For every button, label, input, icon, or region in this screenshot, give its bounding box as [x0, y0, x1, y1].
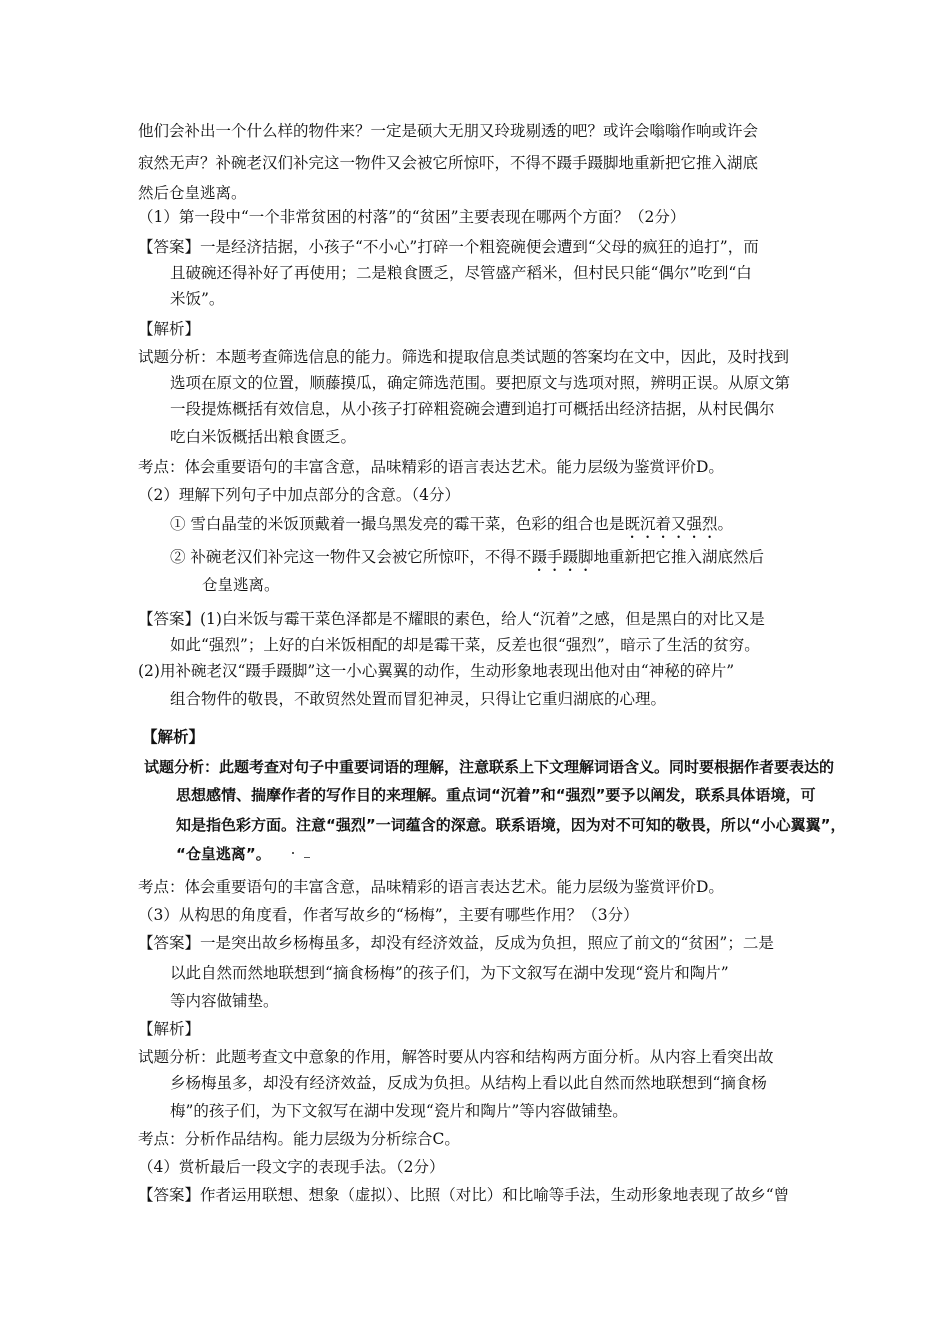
answer-line: 【答案】一是突出故乡杨梅虽多，却没有经济效益，反成为负担，照应了前文的“贫困”；二是 — [138, 934, 774, 952]
sentence-2-cont: 仓皇逃离。 — [202, 576, 280, 594]
analysis-line: 知是指色彩方面。注意“强烈”一词蕴含的深意。联系语境，因为对不可知的敬畏，所以“小心翼翼”， — [176, 816, 846, 834]
answer-line: 以此自然而然地联想到“摘食杨梅”的孩子们，为下文叙写在湖中发现“瓷片和陶片” — [170, 964, 729, 982]
analysis-line: 乡杨梅虽多，却没有经济效益，反成为负担。从结构上看以此自然而然地联想到“摘食杨 — [170, 1074, 767, 1092]
exam-point: 考点：体会重要语句的丰富含意，品味精彩的语言表达艺术。能力层级为鉴赏评价D。 — [138, 458, 724, 476]
analysis-line: “仓皇逃离”。 — [176, 845, 271, 863]
answer-line: 组合物件的敬畏，不敢贸然处置而冒犯神灵，只得让它重归湖底的心理。 — [170, 690, 667, 708]
analysis-line: 一段提炼概括有效信息，从小孩子打碎粗瓷碗会遭到追打可概括出经济拮据，从村民偶尔 — [170, 400, 775, 418]
dotted-phrase: 蹑手蹑脚 — [531, 548, 594, 566]
intro-line: 寂然无声？补碗老汉们补完这一物件又会被它所惊吓，不得不蹑手蹑脚地重新把它推入湖底 — [138, 154, 759, 172]
exam-point: 考点：体会重要语句的丰富含意，品味精彩的语言表达艺术。能力层级为鉴赏评价D。 — [138, 878, 724, 896]
answer-line: 等内容做铺垫。 — [170, 992, 279, 1010]
intro-line: 他们会补出一个什么样的物件来？一定是硕大无朋又玲珑剔透的吧？或许会嗡嗡作响或许会 — [138, 122, 759, 140]
analysis-line: 吃白米饭概括出粮食匮乏。 — [170, 428, 357, 446]
answer-line: 如此“强烈”；上好的白米饭相配的却是霉干菜，反差也很“强烈”，暗示了生活的贫穷。 — [170, 636, 760, 654]
answer-line: 【答案】作者运用联想、想象（虚拟）、比照（对比）和比喻等手法，生动形象地表现了故乡“曾 — [138, 1186, 790, 1204]
sentence-2 — [170, 546, 764, 575]
exam-point: 考点：分析作品结构。能力层级为分析综合C。 — [138, 1130, 460, 1148]
sentence-1-end: 。 — [717, 515, 733, 533]
analysis-line: 试题分析：此题考查文中意象的作用，解答时要从内容和结构两方面分析。从内容上看突出故 — [138, 1048, 774, 1066]
scan-artifact — [304, 857, 310, 858]
sentence-1 — [170, 513, 733, 542]
answer-line: 【答案】(1)白米饭与霉干菜色泽都是不耀眼的素色，给人“沉着”之感，但是黑白的对比又是 — [138, 610, 765, 628]
question-2: （2）理解下列句子中加点部分的含意。（4分） — [138, 486, 460, 504]
sentence-1-text: ① 雪白晶莹的米饭顶戴着一撮乌黑发亮的霉干菜，色彩的组合也是 — [170, 515, 625, 533]
analysis-line: 梅”的孩子们，为下文叙写在湖中发现“瓷片和陶片”等内容做铺垫。 — [170, 1102, 628, 1120]
answer-line: 【答案】一是经济拮据，小孩子“不小心”打碎一个粗瓷碗便会遭到“父母的疯狂的追打”，而 — [138, 238, 759, 256]
analysis-line: 选项在原文的位置，顺藤摸瓜，确定筛选范围。要把原文与选项对照，辨明正误。从原文第 — [170, 374, 791, 392]
question-4: （4）赏析最后一段文字的表现手法。（2分） — [138, 1158, 445, 1176]
analysis-line: 思想感情、揣摩作者的写作目的来理解。重点词“沉着”和“强烈”要予以阐发，联系具体语境，可 — [176, 786, 816, 804]
answer-line: 米饭”。 — [170, 290, 225, 308]
answer-line: (2)用补碗老汉“蹑手蹑脚”这一小心翼翼的动作，生动形象地表现出他对由“神秘的碎片” — [138, 662, 735, 680]
analysis-heading: 【解析】 — [138, 320, 201, 338]
scan-artifact — [292, 852, 294, 854]
analysis-heading: 【解析】 — [138, 1020, 201, 1038]
sentence-2-text: ② 补碗老汉们补完这一物件又会被它所惊吓，不得不 — [170, 548, 532, 566]
question-3: （3）从构思的角度看，作者写故乡的“杨梅”，主要有哪些作用？（3分） — [138, 906, 639, 924]
analysis-line: 试题分析：本题考查筛选信息的能力。筛选和提取信息类试题的答案均在文中，因此，及时找到 — [138, 348, 790, 366]
dotted-phrase: 既沉着又强烈 — [624, 515, 718, 533]
sentence-2-rest: 地重新把它推入湖底然后 — [593, 548, 764, 566]
analysis-line: 试题分析：此题考查对句子中重要词语的理解，注意联系上下文理解词语含义。同时要根据作者要表达的 — [144, 758, 835, 776]
question-1: （1）第一段中“一个非常贫困的村落”的“贫困”主要表现在哪两个方面？（2分） — [138, 208, 686, 226]
intro-line: 然后仓皇逃离。 — [138, 184, 247, 202]
analysis-heading: 【解析】 — [142, 728, 205, 746]
answer-line: 且破碗还得补好了再使用；二是粮食匮乏，尽管盛产稻米，但村民只能“偶尔”吃到“白 — [170, 264, 752, 282]
